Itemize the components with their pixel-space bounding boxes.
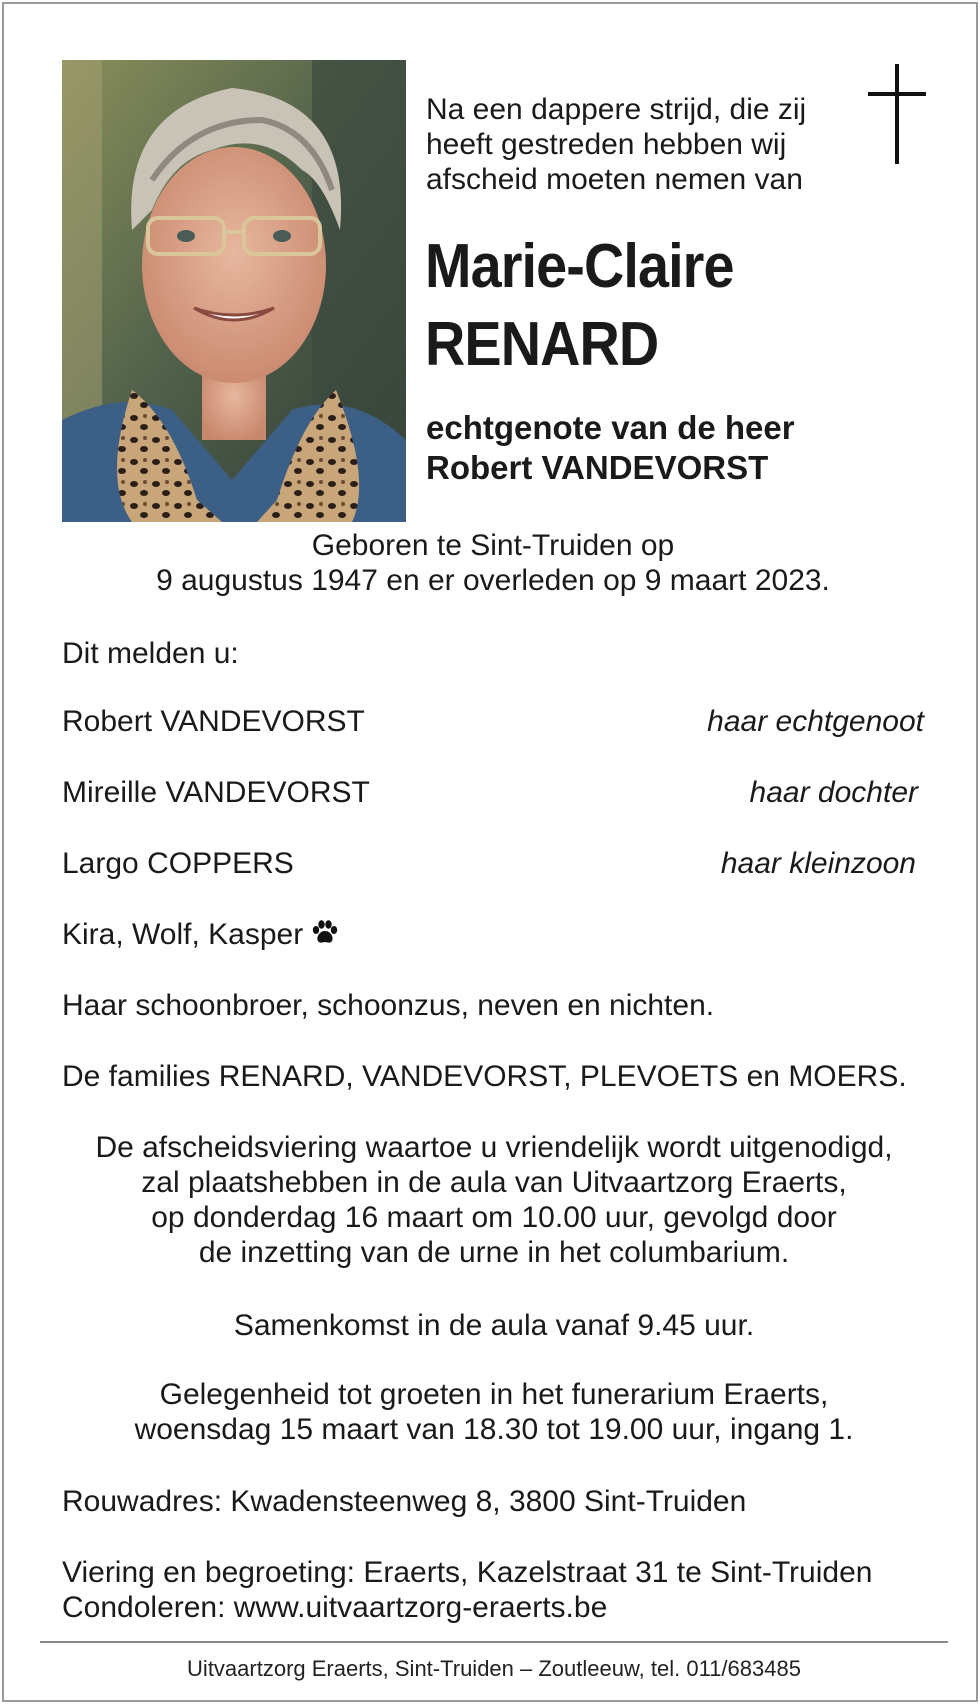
paw-icon — [311, 919, 339, 954]
ceremony-line: op donderdag 16 maart om 10.00 uur, gevolgd door — [151, 1201, 837, 1234]
birth-death-info — [62, 528, 924, 598]
relative-name: Robert VANDEVORST — [62, 705, 365, 738]
family-line: Haar schoonbroer, schoonzus, neven en nichten. — [62, 989, 715, 1022]
obituary-card — [2, 2, 978, 1702]
ceremony-text — [44, 1130, 944, 1270]
deceased-name — [425, 228, 857, 384]
cross-icon — [868, 64, 926, 164]
spouse-line: echtgenote van de heer — [426, 409, 795, 446]
born-line: Geboren te Sint-Truiden op — [311, 529, 675, 562]
footer-text: Uitvaartzorg Eraerts, Sint-Truiden – Zoutleeuw, tel. 011/683485 — [187, 1656, 801, 1681]
relative-row — [62, 704, 924, 740]
intro-line: heeft gestreden hebben wij — [426, 128, 787, 161]
announce-text: Dit melden u: — [62, 637, 239, 670]
portrait-photo — [62, 60, 406, 522]
spouse-line: Robert VANDEVORST — [426, 449, 769, 486]
born-line: 9 augustus 1947 en er overleden op 9 maart 2023. — [156, 564, 830, 597]
relative-row — [62, 775, 924, 811]
intro-line: afscheid moeten nemen van — [426, 163, 803, 196]
intro-text — [426, 92, 846, 197]
pets-line — [62, 917, 962, 954]
ceremony-line: De afscheidsviering waartoe u vriendelijk wordt uitgenodigd, — [95, 1131, 893, 1164]
relative-role: haar kleinzoon — [720, 847, 916, 880]
viewing-info: Viering en begroeting: Eraerts, Kazelstraat 31 te Sint-Truiden — [62, 1556, 873, 1589]
last-name: RENARD — [425, 310, 659, 379]
visitation-line: Gelegenheid tot groeten in het funerarium Eraerts, — [159, 1378, 829, 1411]
relative-role: haar echtgenoot — [707, 705, 924, 738]
ceremony-line: zal plaatshebben in de aula van Uitvaartzorg Eraerts, — [141, 1166, 847, 1199]
spouse-info — [426, 408, 926, 488]
families-line: De families RENARD, VANDEVORST, PLEVOETS en MOERS. — [62, 1060, 907, 1093]
ceremony-line: de inzetting van de urne in het columbarium. — [198, 1236, 790, 1269]
pets-names: Kira, Wolf, Kasper — [62, 918, 304, 951]
relative-role: haar dochter — [749, 776, 918, 809]
intro-line: Na een dappere strijd, die zij — [426, 93, 807, 126]
visitation-text — [44, 1377, 944, 1447]
mourning-address: Rouwadres: Kwadensteenweg 8, 3800 Sint-Truiden — [62, 1485, 747, 1518]
first-name: Marie-Claire — [425, 232, 734, 301]
visitation-line: woensdag 15 maart van 18.30 tot 19.00 uur, ingang 1. — [134, 1413, 854, 1446]
relative-row — [62, 846, 924, 882]
gathering-text: Samenkomst in de aula vanaf 9.45 uur. — [233, 1309, 755, 1342]
footer-divider — [40, 1641, 948, 1643]
condolences-info: Condoleren: www.uitvaartzorg-eraerts.be — [62, 1591, 608, 1624]
relative-name: Largo COPPERS — [62, 847, 294, 880]
relative-name: Mireille VANDEVORST — [62, 776, 370, 809]
